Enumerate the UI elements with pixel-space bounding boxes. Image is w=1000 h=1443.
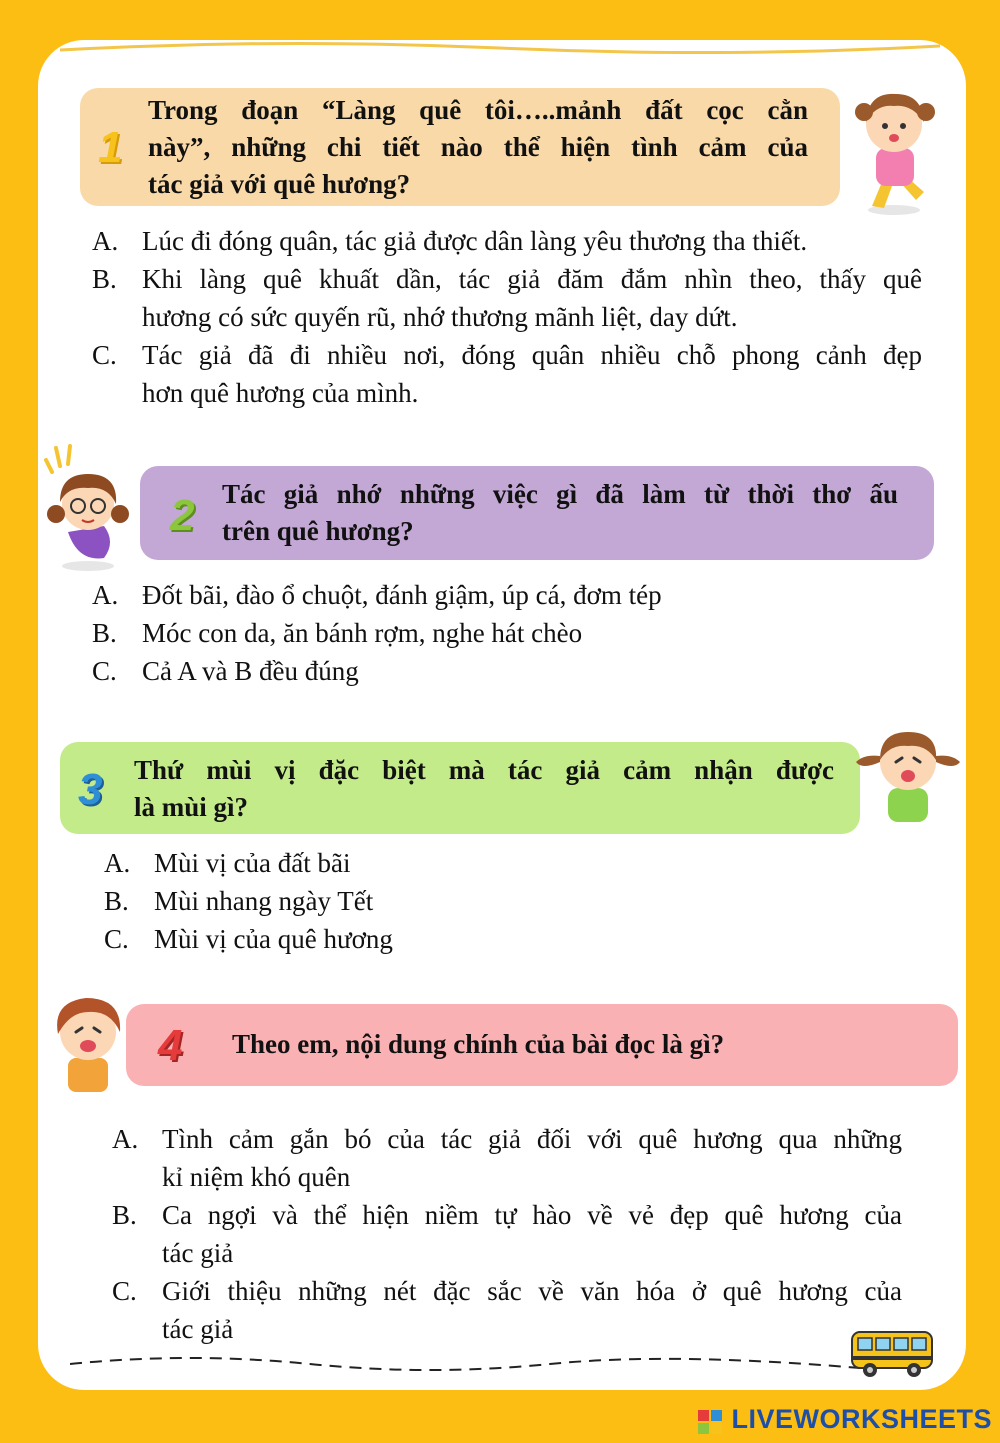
option-text: hương có sức quyến rũ, nhớ thương mãnh liệt, day dứt. <box>142 302 738 332</box>
option-b[interactable] <box>112 1196 902 1272</box>
brand-label[interactable]: LIVEWORKSHEETS <box>731 1404 992 1434</box>
option-text: tác giả <box>162 1238 234 1268</box>
option-letter: C. <box>92 340 117 370</box>
option-b[interactable] <box>92 260 922 336</box>
option-c[interactable] <box>104 920 924 958</box>
option-letter: B. <box>92 618 117 648</box>
question-1-text <box>148 92 808 203</box>
option-text: tác giả <box>162 1314 234 1344</box>
question-3-box <box>60 742 860 834</box>
option-letter: A. <box>112 1124 139 1154</box>
option-letter: A. <box>104 848 131 878</box>
option-text: Tác giả đã đi nhiều nơi, đóng quân nhiều chỗ phong cảnh đẹp <box>142 340 922 370</box>
question-4-line: Theo em, nội dung chính của bài đọc là gì? <box>232 1029 725 1059</box>
option-text: hơn quê hương của mình. <box>142 378 419 408</box>
question-2-options <box>92 576 922 690</box>
option-text: Mùi vị của quê hương <box>154 924 393 954</box>
option-c[interactable] <box>92 336 922 412</box>
question-1-box <box>80 88 840 206</box>
girl-running-illustration <box>842 82 952 217</box>
question-1-number: 1 <box>98 123 123 172</box>
option-text: Khi làng quê khuất dần, tác giả đăm đắm nhìn theo, thấy quê <box>142 264 922 294</box>
option-a[interactable] <box>104 844 924 882</box>
question-2-line: trên quê hương? <box>222 516 414 546</box>
boy-crying-illustration <box>36 988 140 1100</box>
option-text: Mùi nhang ngày Tết <box>154 886 374 916</box>
option-text: Móc con da, ăn bánh rợm, nghe hát chèo <box>142 618 583 648</box>
question-2-line: Tác giả nhớ những việc gì đã làm từ thời thơ ấu <box>222 479 898 509</box>
option-text: Mùi vị của đất bãi <box>154 848 351 878</box>
liveworksheets-logo-icon <box>698 1410 722 1434</box>
question-2-text <box>222 476 898 550</box>
question-3-line: Thứ mùi vị đặc biệt mà tác giả cảm nhận được <box>134 755 834 785</box>
girl-shouting-illustration <box>850 718 965 830</box>
top-wave-decoration <box>60 40 940 54</box>
option-text: Tình cảm gắn bó của tác giả đối với quê hương qua những <box>162 1124 902 1154</box>
option-letter: C. <box>112 1276 137 1306</box>
option-text: Đốt bãi, đào ổ chuột, đánh giậm, úp cá, đơm tép <box>142 580 662 610</box>
question-3-line: là mùi gì? <box>134 792 249 822</box>
option-a[interactable] <box>112 1120 902 1196</box>
option-letter: A. <box>92 226 119 256</box>
question-4-text <box>232 1026 932 1063</box>
option-text: kỉ niệm khó quên <box>162 1162 351 1192</box>
option-c[interactable] <box>112 1272 902 1348</box>
question-1-options <box>92 222 922 412</box>
option-letter: B. <box>104 886 129 916</box>
option-text: Cả A và B đều đúng <box>142 656 359 686</box>
option-a[interactable] <box>92 222 922 260</box>
question-4-options <box>112 1120 902 1348</box>
option-letter: B. <box>92 264 117 294</box>
question-1-line: tác giả với quê hương? <box>148 169 411 199</box>
option-letter: A. <box>92 580 119 610</box>
option-b[interactable] <box>92 614 922 652</box>
question-3-text <box>134 752 834 826</box>
question-4-number: 4 <box>158 1021 183 1070</box>
question-1-line: Trong đoạn “Làng quê tôi…..mảnh đất cọc cằn <box>148 95 808 125</box>
option-c[interactable] <box>92 652 922 690</box>
question-2-box <box>140 466 934 560</box>
question-3-number: 3 <box>78 765 103 814</box>
question-3-options <box>104 844 924 958</box>
girl-with-glasses-illustration <box>38 442 148 572</box>
option-text: Ca ngợi và thể hiện niềm tự hào về vẻ đẹp quê hương của <box>162 1200 902 1230</box>
question-1-line: này”, những chi tiết nào thể hiện tình cảm của <box>148 132 808 162</box>
option-text: Lúc đi đóng quân, tác giả được dân làng yêu thương tha thiết. <box>142 226 808 256</box>
option-text: Giới thiệu những nét đặc sắc về văn hóa ở quê hương của <box>162 1276 902 1306</box>
option-letter: C. <box>92 656 117 686</box>
option-b[interactable] <box>104 882 924 920</box>
question-4-box <box>126 1004 958 1086</box>
dashed-road-decoration <box>70 1350 860 1380</box>
question-2-number: 2 <box>170 491 195 540</box>
option-a[interactable] <box>92 576 922 614</box>
school-bus-icon <box>848 1328 938 1380</box>
option-letter: C. <box>104 924 129 954</box>
option-letter: B. <box>112 1200 137 1230</box>
